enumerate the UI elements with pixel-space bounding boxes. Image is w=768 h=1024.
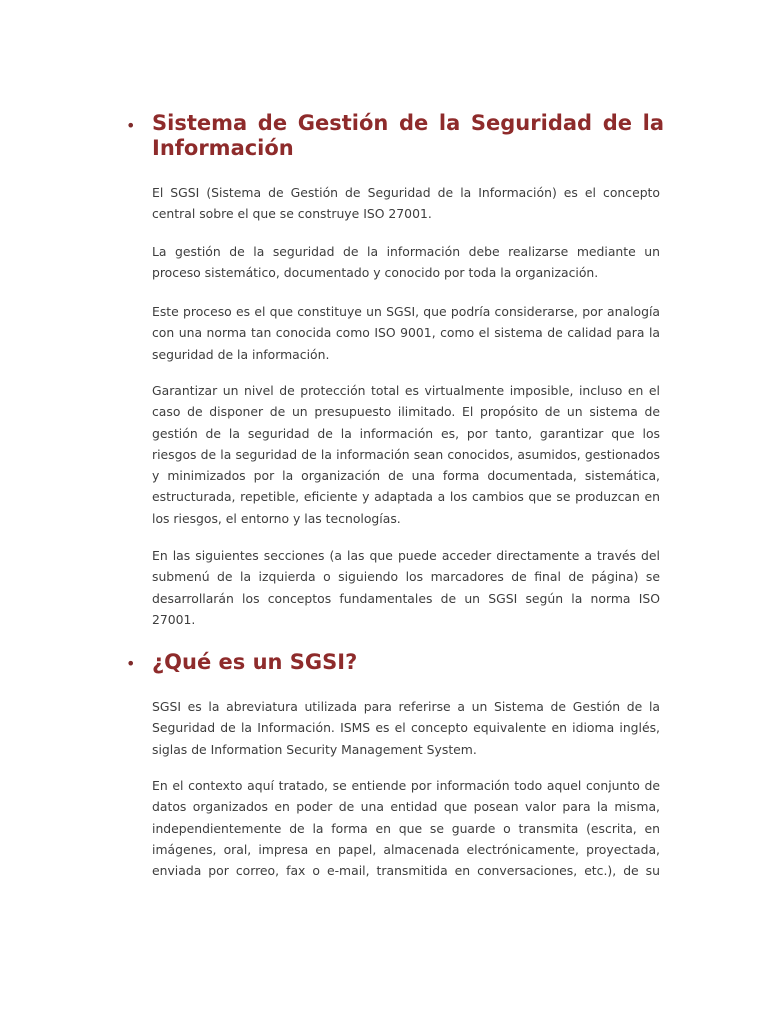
- paragraph: En el contexto aquí tratado, se entiende por información todo aquel conjunto de datos organizados en poder de una entidad que posean valor para la misma, independientemente de la forma en que se guarde o transmita (escrita, en imágenes, oral, impresa en papel, almacenada electrónicamente, proyectada, enviada por correo, fax o e-mail, transmitida en conversaciones, etc.), de su: [152, 778, 660, 879]
- bullet-icon: •: [126, 116, 136, 135]
- paragraph: SGSI es la abreviatura utilizada para referirse a un Sistema de Gestión de la Seguridad de la Información. ISMS es el concepto equivalente en idioma inglés, siglas de Information Security Management System.: [152, 699, 660, 757]
- paragraph: En las siguientes secciones (a las que puede acceder directamente a través del submenú de la izquierda o siguiendo los marcadores de final de página) se desarrollarán los conceptos fundamentales de un SGSI según la norma ISO 27001.: [152, 548, 660, 627]
- paragraph: Este proceso es el que constituye un SGSI, que podría considerarse, por analogía con una norma tan conocida como ISO 9001, como el sistema de calidad para la seguridad de la información.: [152, 304, 660, 362]
- bullet-icon: •: [126, 654, 136, 673]
- paragraph: La gestión de la seguridad de la información debe realizarse mediante un proceso sistemático, documentado y conocido por toda la organización.: [152, 244, 660, 281]
- paragraph: El SGSI (Sistema de Gestión de Seguridad de la Información) es el concepto central sobre el que se construye ISO 27001.: [152, 185, 660, 222]
- section-heading: ¿Qué es un SGSI?: [152, 650, 358, 674]
- section-heading: Sistema de Gestión de la Seguridad de la Información: [152, 111, 664, 160]
- paragraph: Garantizar un nivel de protección total es virtualmente imposible, incluso en el caso de disponer de un presupuesto ilimitado. El propósito de un sistema de gestión de la seguridad de la información es, por tanto, garantizar que los riesgos de la seguridad de la información sean conocidos, asumidos, gestionados y minimizados por la organización de una forma documentada, sistemática, estructurada, repetible, eficiente y adaptada a los cambios que se produzcan en los riesgos, el entorno y las tecnologías.: [152, 383, 660, 526]
